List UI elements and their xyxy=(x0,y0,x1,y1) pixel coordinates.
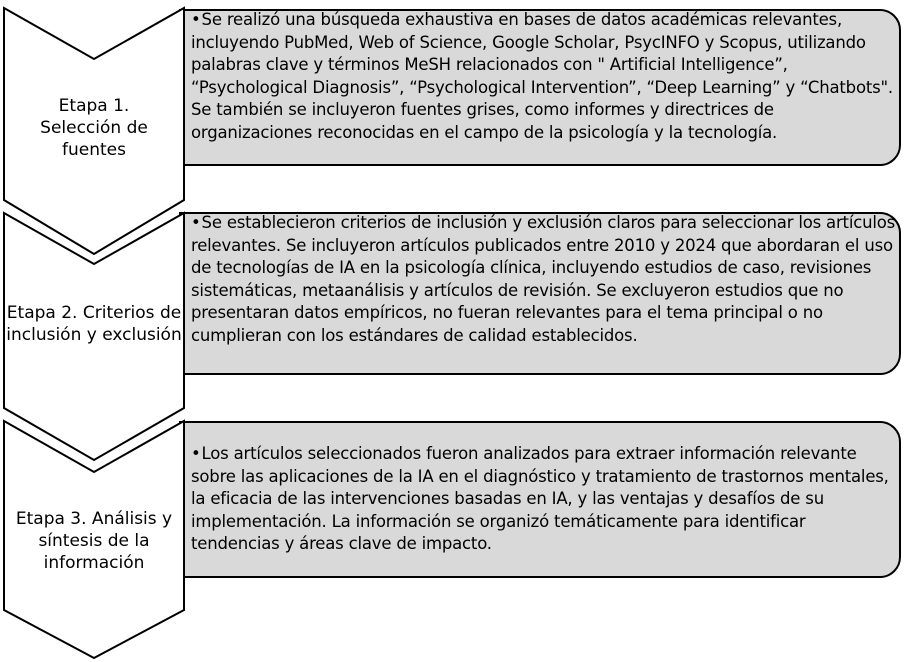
stage-3-bullet: • xyxy=(191,444,201,463)
stage-3-label: Etapa 3. Análisis y síntesis de la información xyxy=(15,509,173,573)
stage-1-label: Etapa 1. Selección de fuentes xyxy=(40,96,148,160)
stage-2-description-text: Se establecieron criterios de inclusión y exclusión claros para seleccionar los artículos relevantes. Se incluyeron artículos publicados entre 2010 y 2024 que abordaran el uso de tecnologías de IA en la psicología clínica, incluyendo estudios de caso, revisiones sistemáticas, metaanálisis y artículos de revisión. Se excluyeron estudios que no presentaran datos empíricos, no fueran relevantes para el tema principal o no cumplieran con los estándares de calidad establecidos. xyxy=(191,213,896,345)
stage-1-description xyxy=(191,9,895,144)
stage-3-description-text: Los artículos seleccionados fueron analizados para extraer información relevante sobre las aplicaciones de la IA en el diagnóstico y tratamiento de trastornos mentales, la eficacia de las intervenciones basadas en IA, y las ventajas y desafíos de su implementación. La información se organizó temáticamente para identificar tendencias y áreas clave de impacto. xyxy=(191,444,889,553)
stage-2-label: Etapa 2. Criterios de inclusión y exclusión xyxy=(6,303,182,345)
stage-3-description xyxy=(191,443,895,556)
stage-1-description-text: Se realizó una búsqueda exhaustiva en bases de datos académicas relevantes, incluyendo PubMed, Web of Science, Google Scholar, PsycINFO y Scopus, utilizando palabras clave y términos MeSH relacionados con " Artificial Intelligence”, “Psychological Diagnosis”, “Psychological Intervention”, “Deep Learning” y “Chatbots". Se también se incluyeron fuentes grises, como informes y directrices de organizaciones reconocidas en el campo de la psicología y la tecnología. xyxy=(191,10,893,142)
stage-2-bullet: • xyxy=(191,213,201,232)
stage-1-bullet: • xyxy=(191,10,201,29)
stage-2-description xyxy=(191,212,895,347)
